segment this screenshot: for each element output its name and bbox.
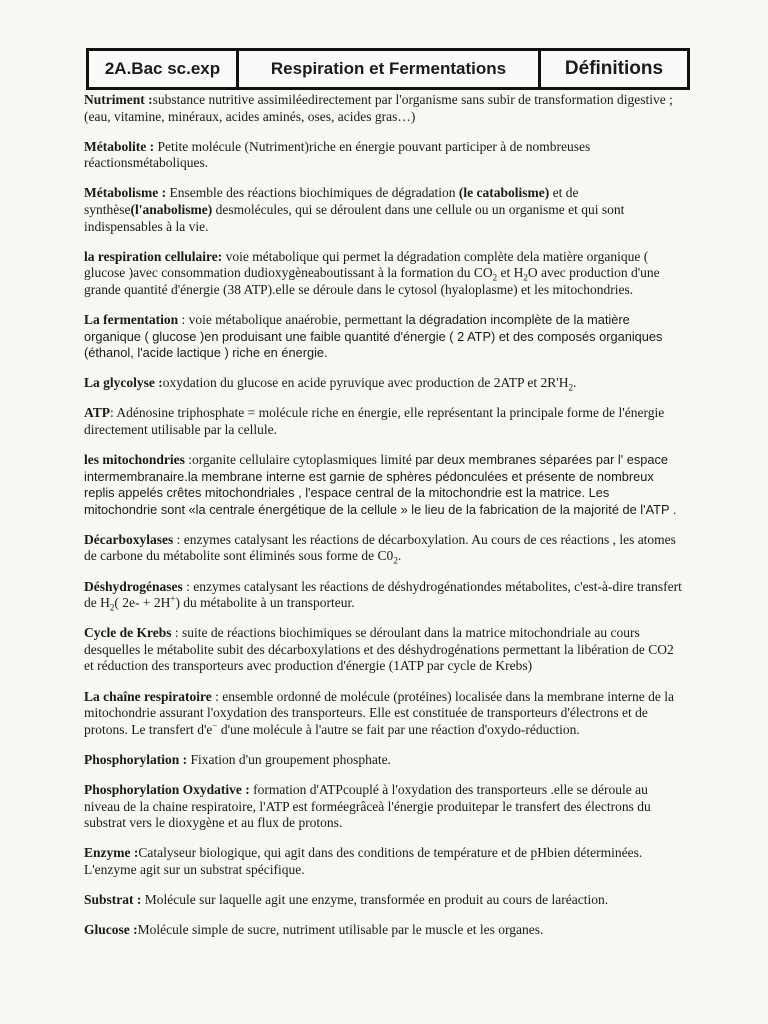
definition-text: par deux membranes séparées par l' espace intermembranaire.la membrane interne est garnie de sphères pédonculées et présente de nombreux replis appelés crêtes mitochondriales , l'espace central de la mitochondrie est la matrice. Les mitochondrie sont «la centrale énergétique de la cellule » le lieu de la fabrication de la majorité de l'ATP . xyxy=(84,452,677,517)
term: Enzyme : xyxy=(84,845,139,861)
definition-text: desmolécules, qui se déroulent dans une cellule ou un organisme et qui sont indispensables à la vie. xyxy=(84,201,625,234)
definition-text: O avec production d'une grande quantité d'énergie (38 ATP).elle se déroule dans le cytosol (hyaloplasme) et les mitochondries. xyxy=(84,265,660,297)
definition-metabolite xyxy=(84,139,684,172)
superscript: + xyxy=(170,593,176,604)
definition-text: : enzymes catalysant les réactions de déshydrogénationdes métabolites, c'est-à-dire transfert de H xyxy=(84,578,682,611)
definitions-list xyxy=(84,92,684,947)
definition-text: Fixation d'un groupement phosphate. xyxy=(187,751,391,767)
definition-text: ) du métabolite à un transporteur. xyxy=(175,595,355,611)
definition-text: et H xyxy=(497,265,524,281)
term: Déshydrogénases xyxy=(84,578,183,594)
definition-phosphorylation xyxy=(84,752,684,769)
subscript: 2 xyxy=(393,556,398,567)
highlight-text: (le catabolisme) xyxy=(458,185,550,201)
definition-text: Molécule sur laquelle agit une enzyme, transformée en produit au cours de laréaction. xyxy=(141,891,609,907)
term: Métabolite : xyxy=(84,138,155,154)
definition-glycolyse xyxy=(84,375,684,392)
definition-text: Molécule simple de sucre, nutriment utilisable par le muscle et les organes. xyxy=(137,921,544,937)
definition-text: : voie métabolique anaérobie, permettant xyxy=(178,311,406,327)
definition-chaine-respiratoire xyxy=(84,689,684,739)
definition-text: . xyxy=(572,375,577,391)
term: Métabolisme : xyxy=(84,185,167,201)
definition-text: formation d'ATPcouplé à l'oxydation des transporteurs .elle se déroule au niveau de la chaine respiratoire, l'ATP est forméegrâceà l'énergie produitepar le transfert des électrons du substrat vers le dioxygène et au flux de protons. xyxy=(84,781,651,831)
level-label: 2A.Bac sc.exp xyxy=(89,51,239,87)
definition-text: d'une molécule à l'autre se fait par une réaction d'oxydo-réduction. xyxy=(217,721,580,737)
term: La chaîne respiratoire xyxy=(84,688,212,704)
definition-respiration xyxy=(84,249,684,299)
definition-mitochondries xyxy=(84,452,684,518)
definition-deshydrogenases xyxy=(84,579,684,612)
definition-text: voie métabolique qui permet la dégradation complète dela matière organique ( glucose )avec consommation dudioxygèneaboutissant à la formation du CO xyxy=(84,248,649,281)
term: la respiration cellulaire: xyxy=(84,248,223,264)
definition-text: : ensemble ordonné de molécule (protéines) localisée dans la membrane interne de la mitochondrie assurant l'oxydation des transporteurs. Elle est constituée de transporteurs d'électrons et de protons. Le transfert d'e xyxy=(84,688,674,737)
definition-phosphorylation-oxydative xyxy=(84,782,684,832)
definition-text: substance nutritive assimiléedirectement par l'organisme sans subir de transformation digestive ; (eau, vitamine, minéraux, acides aminés, oses, acides gras…) xyxy=(84,92,673,124)
subscript: 2 xyxy=(109,602,115,613)
term: Nutriment : xyxy=(84,92,153,107)
header-table xyxy=(86,48,690,90)
definition-text: : Adénosine triphosphate = molécule riche en énergie, elle représentant la principale forme de l'énergie directement utilisable par la cellule. xyxy=(84,405,665,437)
definition-text: Petite molécule (Nutriment)riche en énergie pouvant participer à de nombreuses réactionsmétaboliques. xyxy=(84,138,591,171)
chapter-title: Respiration et Fermentations xyxy=(239,51,541,87)
definition-text: oxydation du glucose en acide pyruvique avec production de 2ATP et 2R'H xyxy=(162,375,569,391)
subscript: 2 xyxy=(523,272,528,283)
term: Substrat : xyxy=(84,891,142,907)
definition-glucose xyxy=(84,922,684,939)
definition-krebs xyxy=(84,625,684,675)
subscript: 2 xyxy=(492,272,498,283)
definition-text: Catalyseur biologique, qui agit dans des conditions de température et de pHbien déterminées. L'enzyme agit sur un substrat spécifique. xyxy=(84,845,643,877)
definition-substrat xyxy=(84,892,684,909)
definition-fermentation xyxy=(84,312,684,362)
definition-decarboxylases xyxy=(84,532,684,565)
definition-enzyme xyxy=(84,845,684,878)
term: Phosphorylation : xyxy=(84,751,188,767)
term: Glucose : xyxy=(84,921,138,937)
superscript: − xyxy=(212,720,218,731)
definition-text: : suite de réactions biochimiques se déroulant dans la matrice mitochondriale au cours desquelles le métabolite subit des décarboxylations et des déshydrogénations permettant la libération de CO2 et réduction des transporteurs avec production d'énergie (1ATP par cycle de Krebs) xyxy=(84,625,674,674)
term: ATP xyxy=(84,405,110,421)
definition-metabolisme xyxy=(84,185,684,235)
definition-text: : enzymes catalysant les réactions de décarboxylation. Au cours de ces réactions , les atomes de carbone du métabolite sont éliminés sous forme de C0 xyxy=(84,531,676,564)
term: les mitochondries xyxy=(84,452,185,467)
section-label: Définitions xyxy=(564,58,664,79)
definition-text: . xyxy=(397,548,402,564)
definition-text: ( 2e- + 2H xyxy=(114,595,171,611)
definition-text: la dégradation incomplète de la matière organique ( glucose )en produisant une faible quantité d'énergie ( 2 ATP) et des composés organiques (éthanol, l'acide lactique ) riche en énergie. xyxy=(84,311,663,361)
definition-text: Ensemble des réactions biochimiques de dégradation xyxy=(166,185,459,201)
definition-text: et de synthèse xyxy=(84,185,579,217)
definition-text: :organite cellulaire cytoplasmiques limité xyxy=(184,452,416,467)
definition-atp xyxy=(84,405,684,438)
term: Décarboxylases xyxy=(84,531,174,547)
subscript: 2 xyxy=(568,382,573,393)
highlight-text: (l'anabolisme) xyxy=(130,201,213,217)
term: Phosphorylation Oxydative : xyxy=(84,781,250,797)
term: La glycolyse : xyxy=(84,375,163,391)
definition-nutriment xyxy=(84,92,684,125)
term: Cycle de Krebs xyxy=(84,625,172,641)
term: La fermentation xyxy=(84,311,179,327)
